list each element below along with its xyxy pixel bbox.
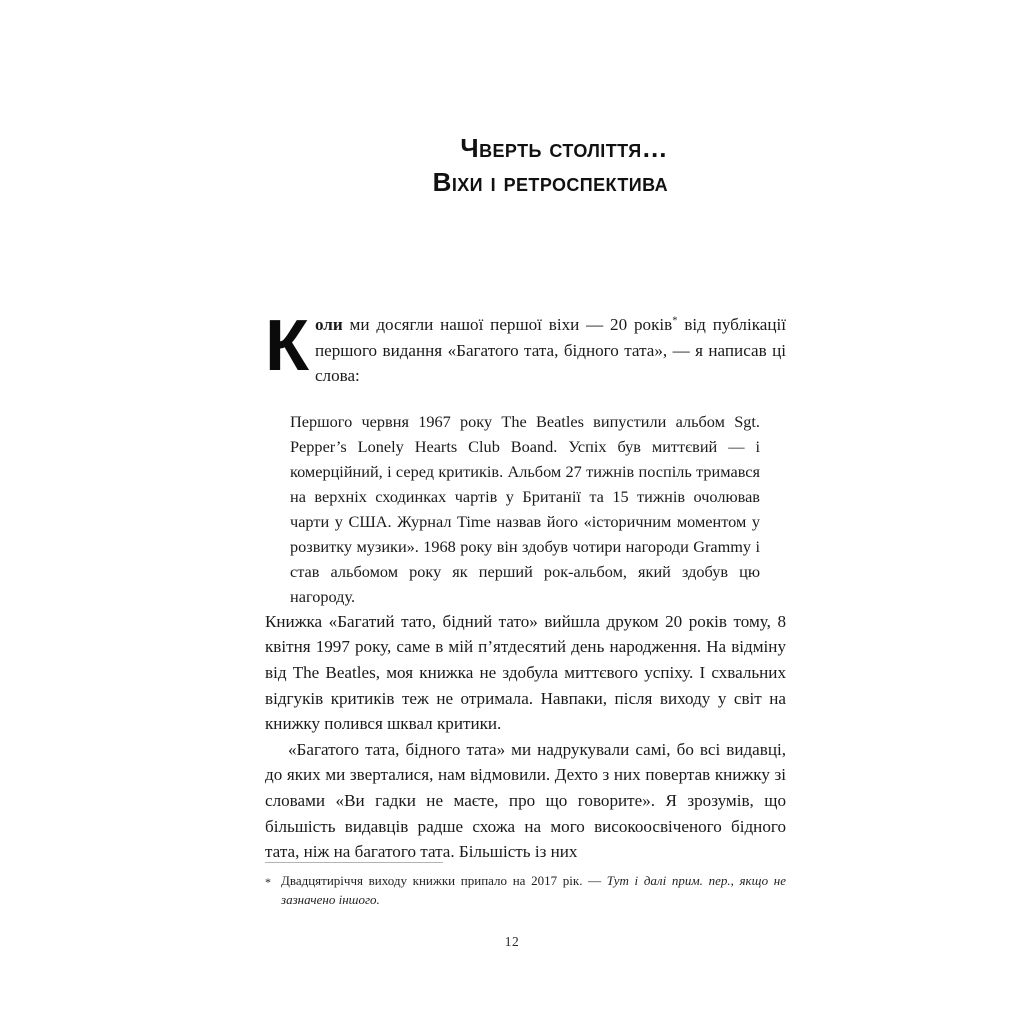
body-paragraph-1: Книжка «Багатий тато, бідний тато» вийшла друком 20 років тому, 8 квітня 1997 року, саме в мій п’ятдесятий день народження. На відміну від The Beatles, моя книжка не здобула миттєвого успіху. І схвальних відгуків критиків теж не отримала. Навпаки, після виходу у світ на книжку полився шквал критики. — [265, 611, 786, 734]
drop-cap: К — [265, 306, 309, 386]
footnote — [265, 862, 786, 909]
quotation-block — [265, 409, 786, 609]
chapter-title-line-2: Віхи і ретроспектива — [432, 166, 668, 197]
opening-lead-bold: оли — [314, 315, 343, 334]
quotation-text: Першого червня 1967 року The Beatles випустили альбом Sgt. Pepper’s Lonely Hearts Club Boand. Успіх був миттєвий — і комерційний, і серед критиків. Альбом 27 тижнів поспіль тримався на верхніх сходинках чартів у Британії та 15 тижнів очолював чарти у США. Журнал Time назвав його «історичним моментом у розвитку музики». 1968 року він здобув чотири нагороди Grammy і став альбомом року як перший рок-альбом, який здобув цю нагороду. — [290, 411, 760, 606]
page-number: 12 — [504, 934, 520, 949]
body-text-column — [265, 306, 786, 865]
footnote-marker: * — [265, 875, 271, 889]
opening-text-before-marker: ми досягли нашої першої віхи — 20 років — [342, 315, 673, 334]
footnote-text-plain: Двадцятиріччя виходу книжки припало на 2017 рік. — — [281, 873, 607, 888]
footnote-reference-marker: * — [672, 315, 678, 327]
body-paragraph-2: «Багатого тата, бідного тата» ми надрукували самі, бо всі видавці, до яких ми зверталися, нам відмовили. Дехто з них повертав книжку зі словами «Ви гадки не маєте, про що говорите». Я зрозумів, що більшість видавців радше схожа на мого високоосвіченого бідного тата, ніж на багатого тата. Більшість із них — [265, 739, 786, 862]
opening-text-after-marker: від публікації першого видання «Багатого тата, бідного тата», — я написав ці слова: — [314, 315, 786, 386]
footnote-text-italic: Тут і далі прим. пер., якщо не зазначено іншого. — [281, 873, 786, 907]
chapter-title — [265, 132, 668, 200]
footnote-body — [265, 872, 786, 909]
footnote-separator-rule — [265, 862, 443, 863]
chapter-title-line-1: Чверть століття… — [460, 133, 668, 163]
opening-paragraph — [265, 306, 786, 389]
